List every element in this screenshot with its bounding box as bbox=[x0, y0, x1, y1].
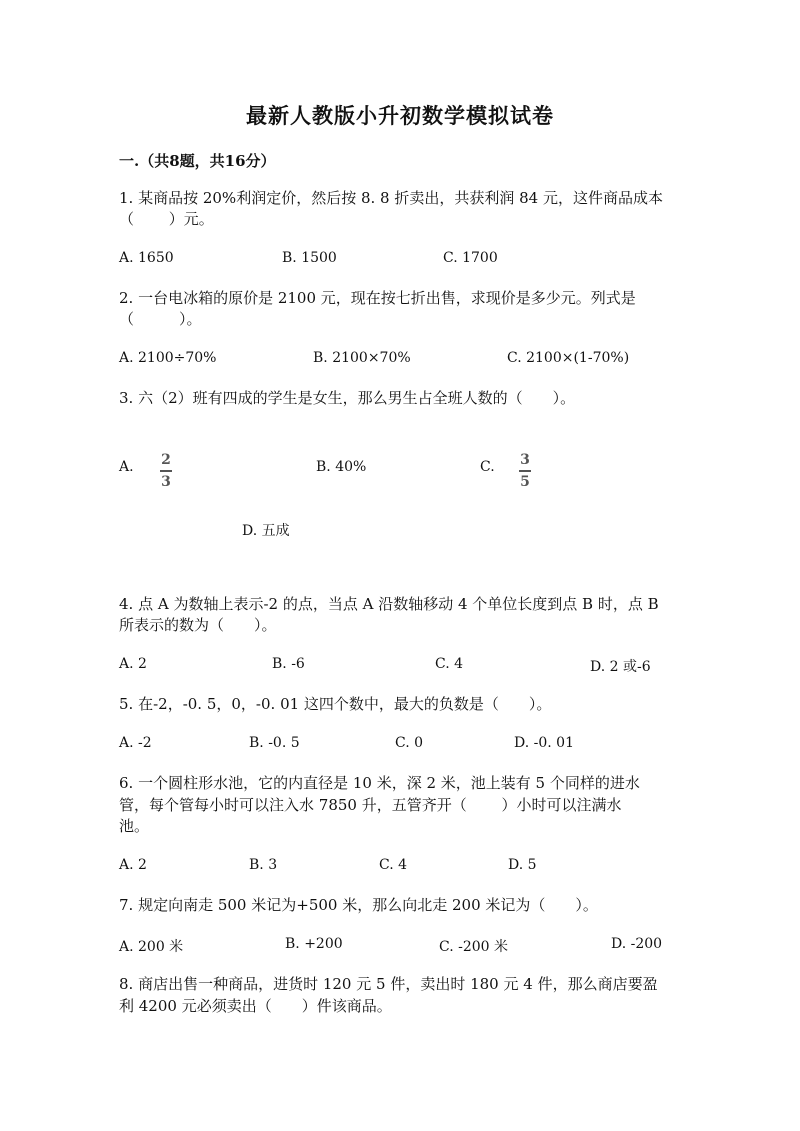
question-7-option-d[interactable]: D. -200 bbox=[611, 936, 663, 952]
fraction-a-numerator: 2 bbox=[161, 452, 171, 468]
question-2-option-a[interactable]: A. 2100÷70% bbox=[119, 350, 217, 366]
fraction-c-denominator: 5 bbox=[520, 473, 530, 490]
question-2-line-1: 2. 一台电冰箱的原价是 2100 元，现在按七折出售，求现价是多少元。列式是 bbox=[119, 289, 636, 307]
question-5-option-b[interactable]: B. -0. 5 bbox=[249, 735, 300, 751]
page-title: 最新人教版小升初数学模拟试卷 bbox=[246, 103, 554, 128]
question-4-option-a[interactable]: A. 2 bbox=[119, 656, 147, 672]
section-header: 一.（共8题，共16分） bbox=[119, 152, 276, 170]
question-8-line-2: 利 4200 元必须卖出（ ）件该商品。 bbox=[119, 997, 392, 1015]
question-6-option-b[interactable]: B. 3 bbox=[249, 857, 278, 873]
question-7-line-1: 7. 规定向南走 500 米记为+500 米，那么向北走 200 米记为（ ）。 bbox=[119, 896, 598, 914]
question-7-option-a[interactable]: A. 200 米 bbox=[119, 939, 184, 955]
question-2-option-b[interactable]: B. 2100×70% bbox=[313, 350, 411, 366]
question-3-option-d[interactable]: D. 五成 bbox=[242, 523, 290, 539]
fraction-c-bar bbox=[519, 470, 531, 472]
question-4-option-b[interactable]: B. -6 bbox=[272, 656, 305, 672]
question-1-option-c[interactable]: C. 1700 bbox=[443, 250, 498, 266]
question-4-line-2: 所表示的数为（ ）。 bbox=[119, 616, 277, 634]
question-6-line-3: 池。 bbox=[119, 817, 150, 835]
question-3-option-b[interactable]: B. 40% bbox=[316, 459, 367, 475]
question-6-option-c[interactable]: C. 4 bbox=[379, 857, 408, 873]
question-2-option-c[interactable]: C. 2100×(1-70%) bbox=[507, 350, 630, 366]
question-7-option-b[interactable]: B. +200 bbox=[285, 936, 343, 952]
question-8-line-1: 8. 商店出售一种商品，进货时 120 元 5 件，卖出时 180 元 4 件，那么商店要盈 bbox=[119, 975, 658, 993]
question-3-line-1: 3. 六（2）班有四成的学生是女生，那么男生占全班人数的（ ）。 bbox=[119, 389, 576, 407]
question-6-line-2: 管，每个管每小时可以注入水 7850 升，五管齐开（ ）小时可以注满水 bbox=[119, 796, 622, 814]
question-6-option-a[interactable]: A. 2 bbox=[119, 857, 147, 873]
question-5-line-1: 5. 在-2，-0. 5，0，-0. 01 这四个数中，最大的负数是（ ）。 bbox=[119, 695, 552, 713]
question-1-option-b[interactable]: B. 1500 bbox=[282, 250, 337, 266]
question-7-option-c[interactable]: C. -200 米 bbox=[439, 939, 509, 955]
fraction-option-a bbox=[160, 452, 172, 490]
fraction-c-numerator: 3 bbox=[520, 452, 530, 468]
question-5-option-d[interactable]: D. -0. 01 bbox=[514, 735, 574, 751]
question-4-option-d[interactable]: D. 2 或-6 bbox=[590, 659, 651, 675]
question-6-line-1: 6. 一个圆柱形水池，它的内直径是 10 米，深 2 米，池上装有 5 个同样的进水 bbox=[119, 774, 640, 792]
question-5-option-a[interactable]: A. -2 bbox=[119, 735, 152, 751]
fraction-a-bar bbox=[160, 470, 172, 472]
fraction-option-c bbox=[519, 452, 531, 490]
question-1-line-1: 1. 某商品按 20%利润定价，然后按 8. 8 折卖出，共获利润 84 元，这件商品成本 bbox=[119, 189, 663, 207]
question-4-option-c[interactable]: C. 4 bbox=[435, 656, 464, 672]
question-3-option-a[interactable]: A. bbox=[119, 459, 134, 475]
question-1-line-2: （ ）元。 bbox=[119, 210, 214, 228]
question-1-option-a[interactable]: A. 1650 bbox=[119, 250, 174, 266]
question-6-option-d[interactable]: D. 5 bbox=[508, 857, 537, 873]
question-3-option-c[interactable]: C. bbox=[480, 459, 495, 475]
question-5-option-c[interactable]: C. 0 bbox=[395, 735, 424, 751]
question-2-line-2: （ ）。 bbox=[119, 310, 202, 328]
question-4-line-1: 4. 点 A 为数轴上表示-2 的点，当点 A 沿数轴移动 4 个单位长度到点 B 时，点 B bbox=[119, 595, 659, 613]
fraction-a-denominator: 3 bbox=[161, 473, 171, 490]
